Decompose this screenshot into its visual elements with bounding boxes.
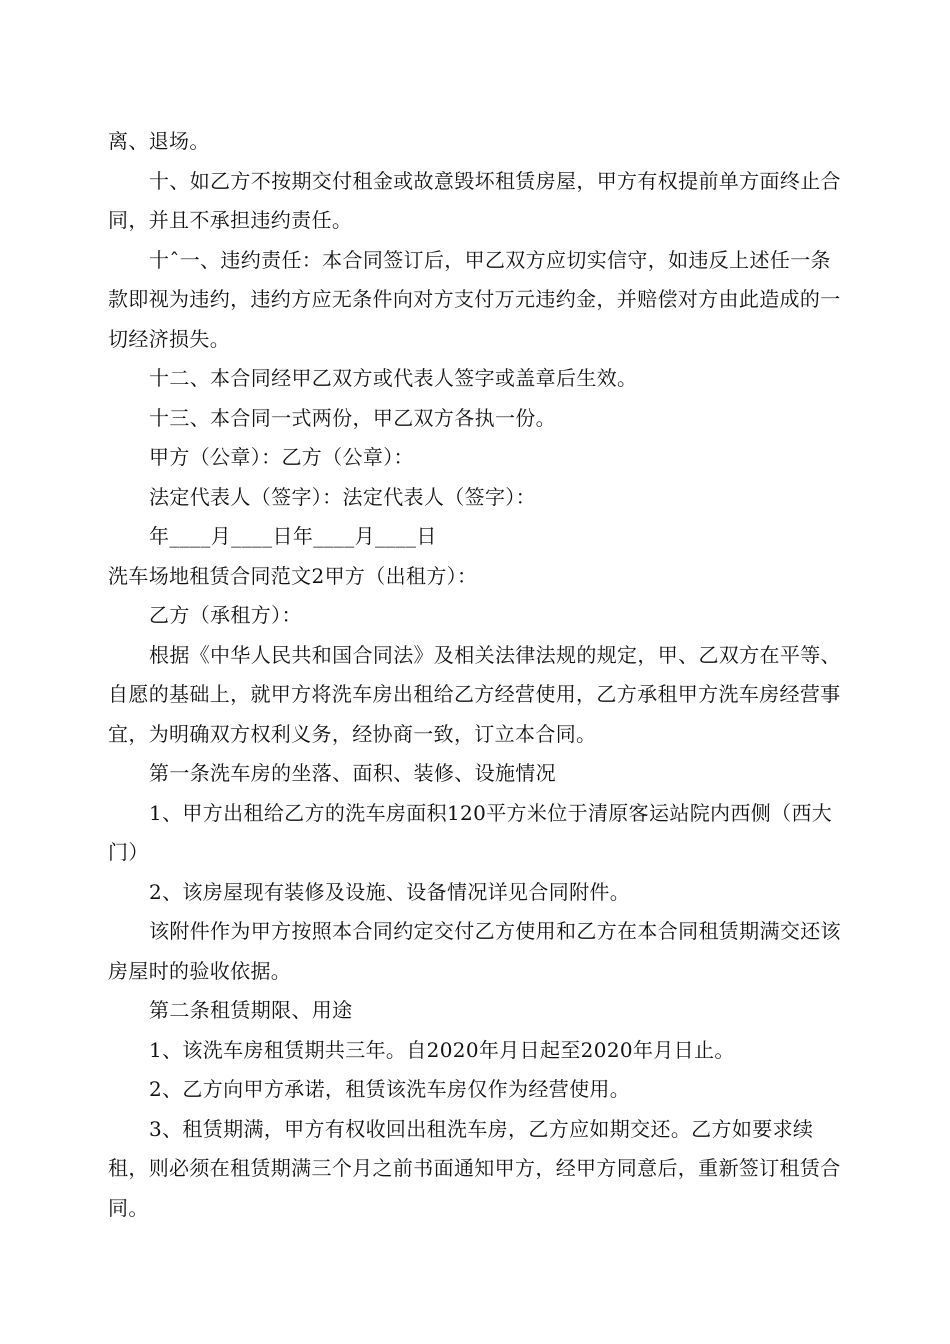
section-heading: 第一条洗车房的坐落、面积、装修、设施情况 <box>149 761 556 785</box>
document-body <box>108 122 843 1228</box>
paragraph: 乙方（承租方）： <box>149 603 302 627</box>
paragraph: 该附件作为甲方按照本合同约定交付乙方使用和乙方在本合同租赁期满交还该房屋时的验收依据。 <box>108 919 841 983</box>
section-heading: 洗车场地租赁合同范文2甲方（出租方）： <box>108 563 478 588</box>
paragraph: 3、租赁期满，甲方有权收回出租洗车房，乙方应如期交还。乙方如要求续租，则必须在租赁期满三个月之前书面通知甲方，经甲方同意后，重新签订租赁合同。 <box>108 1116 841 1220</box>
paragraph: 根据《中华人民共和国合同法》及相关法律法规的规定，甲、乙双方在平等、自愿的基础上，就甲方将洗车房出租给乙方经营使用，乙方承租甲方洗车房经营事宜，为明确双方权利义务，经协商一致，订立本合同。 <box>108 642 841 746</box>
paragraph: 法定代表人（签字）：法定代表人（签字）： <box>149 484 536 509</box>
paragraph: 十ˆ一、违约责任：本合同签订后，甲乙双方应切实信守，如违反上述任一条款即视为违约，违约方应无条件向对方支付万元违约金，并赔偿对方由此造成的一切经济损失。 <box>108 247 841 351</box>
paragraph: 十三、本合同一式两份，甲乙双方各执一份。 <box>149 405 556 430</box>
paragraph: 离、退场。 <box>108 129 210 153</box>
paragraph: 甲方（公章）：乙方（公章）： <box>149 445 414 469</box>
paragraph: 2、该房屋现有装修及设施、设备情况详见合同附件。 <box>149 879 631 904</box>
paragraph: 1、甲方出租给乙方的洗车房面积120平方米位于清原客运站院内西侧（西大门） <box>108 800 833 864</box>
paragraph: 年____月____日年____月____日 <box>149 524 437 548</box>
paragraph: 十二、本合同经甲乙双方或代表人签字或盖章后生效。 <box>149 366 638 390</box>
paragraph: 十、如乙方不按期交付租金或故意毁坏租赁房屋，甲方有权提前单方面终止合同，并且不承担违约责任。 <box>108 168 841 232</box>
paragraph: 1、该洗车房租赁期共三年。自2020年月日起至2020年月日止。 <box>149 1037 735 1062</box>
section-heading: 第二条租赁期限、用途 <box>149 998 353 1022</box>
paragraph: 2、乙方向甲方承诺，租赁该洗车房仅作为经营使用。 <box>149 1077 631 1101</box>
